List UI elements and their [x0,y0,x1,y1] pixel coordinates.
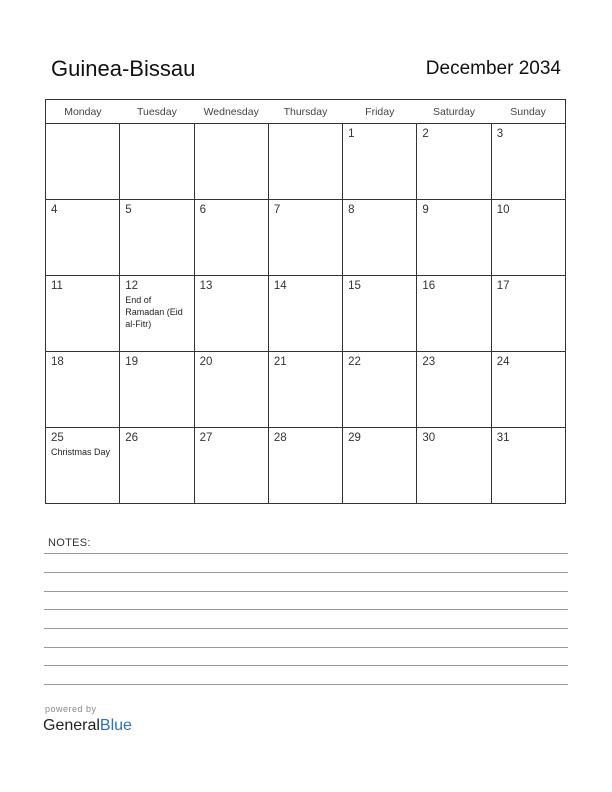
day-number: 28 [273,432,287,444]
day-number: 24 [496,356,510,368]
day-cell [491,124,565,200]
day-number: 7 [273,204,281,216]
note-line [44,647,568,648]
day-number: 6 [199,204,206,216]
note-line [44,572,568,573]
day-cell [46,276,120,352]
day-number: 2 [422,128,429,140]
day-cell [268,200,342,276]
day-cell [268,352,342,428]
day-cell [343,352,417,428]
day-cell [417,276,491,352]
day-number: 31 [496,432,510,444]
day-number: 8 [348,204,355,216]
holiday-label: End of Ramadan (Eid al-Fitr) [125,295,183,329]
day-cell [46,200,120,276]
day-number: 29 [348,432,361,444]
day-number: 21 [273,356,287,368]
day-cell [120,276,194,352]
weekday-header: Friday [343,100,417,124]
week-row [46,428,566,504]
weekday-header: Wednesday [194,100,268,124]
day-number: 23 [422,356,436,368]
day-cell [343,428,417,504]
day-cell [268,276,342,352]
day-number: 16 [422,280,436,292]
day-number: 1 [348,128,355,140]
note-line [44,553,568,554]
day-cell [417,124,491,200]
week-row [46,352,566,428]
week-row [46,200,566,276]
day-cell [268,124,342,200]
day-number: 15 [348,280,361,292]
weekday-header: Tuesday [120,100,194,124]
day-number: 19 [125,356,139,368]
day-number: 17 [496,280,510,292]
day-cell [343,124,417,200]
day-number: 20 [199,356,213,368]
day-cell [417,352,491,428]
day-number: 11 [51,280,63,292]
logo-blue: Blue [99,717,132,734]
logo-general: General [43,717,100,734]
day-cell [491,200,565,276]
day-number: 25 [51,432,64,444]
day-number: 14 [273,280,287,292]
day-cell [120,352,194,428]
day-cell [194,124,268,200]
day-cell [417,200,491,276]
month-title: December 2034 [425,58,561,79]
day-number: 26 [125,432,139,444]
day-cell [194,428,268,504]
weekday-header-row [46,100,566,124]
day-number: 18 [51,356,64,368]
note-line [44,609,568,610]
country-title: Guinea-Bissau [51,56,196,81]
weekday-header: Sunday [491,100,565,124]
weekday-header: Saturday [417,100,491,124]
day-cell [343,200,417,276]
note-line [44,684,568,685]
day-cell [343,276,417,352]
weekday-header: Thursday [268,100,342,124]
holiday-label: Christmas Day [51,447,111,457]
day-cell [120,200,194,276]
day-cell [491,352,565,428]
weekday-header: Monday [46,100,120,124]
day-number: 13 [199,280,213,292]
note-line [44,665,568,666]
day-number: 9 [422,204,429,216]
day-cell [194,200,268,276]
day-number: 4 [51,204,58,216]
day-cell [46,428,120,504]
day-cell [491,428,565,504]
note-line [44,591,568,592]
day-cell [194,352,268,428]
day-cell [46,352,120,428]
day-number: 30 [422,432,436,444]
calendar-grid [45,99,566,504]
day-number: 3 [496,128,504,140]
day-number: 5 [125,204,132,216]
day-number: 12 [125,280,139,292]
week-row [46,276,566,352]
day-cell [268,428,342,504]
day-cell [194,276,268,352]
day-cell [120,428,194,504]
day-number: 27 [199,432,213,444]
day-number: 10 [496,204,510,216]
notes-label: NOTES: [48,537,91,549]
day-cell [46,124,120,200]
day-cell [491,276,565,352]
generalblue-logo [43,717,132,735]
week-row [46,124,566,200]
day-cell [120,124,194,200]
powered-by-text: powered by [45,704,97,714]
day-number: 22 [348,356,361,368]
day-cell [417,428,491,504]
note-line [44,628,568,629]
